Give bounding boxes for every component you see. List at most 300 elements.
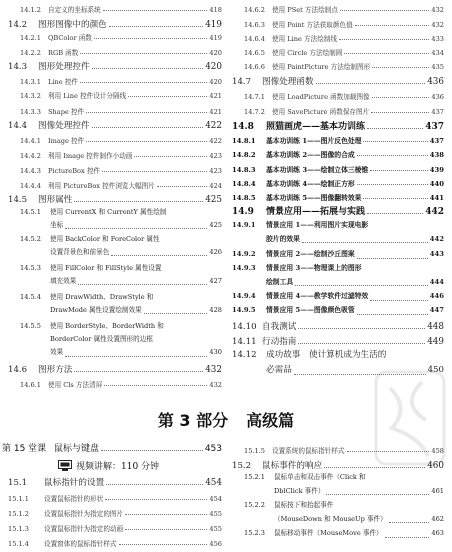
entry-title: 基本功训练 5——图像翻转效果 — [266, 194, 362, 202]
leader-dots — [371, 112, 429, 113]
entry-page: 426 — [209, 248, 222, 257]
entry-number: 15.1.4 — [8, 540, 29, 548]
entry-title-lines — [50, 291, 222, 317]
entry-number: 15.1.2 — [8, 510, 29, 518]
entry-page: 436 — [431, 93, 444, 101]
entry-page: 432 — [205, 365, 222, 375]
entry-title: 图形图像中的颜色 — [38, 20, 107, 30]
entry-number: 14.6.1 — [20, 381, 41, 389]
toc-entry-multiline[interactable] — [232, 262, 444, 289]
leader-dots — [357, 258, 428, 259]
entry-title-line — [274, 513, 444, 527]
leader-dots — [104, 385, 207, 386]
toc-entry[interactable] — [232, 457, 444, 471]
leader-dots — [103, 10, 208, 11]
leader-dots — [295, 285, 428, 286]
leader-dots — [298, 328, 425, 329]
leader-dots — [370, 170, 428, 171]
entry-number: 14.7 — [232, 77, 252, 87]
entry-page: 454 — [209, 495, 222, 503]
leader-dots — [80, 53, 207, 54]
entry-number: 14.7.2 — [244, 108, 265, 116]
entry-page: 448 — [427, 322, 444, 332]
entry-title-line — [266, 290, 444, 304]
entry-page: 422 — [205, 121, 222, 131]
entry-number: 15.1 — [8, 478, 28, 488]
entry-title: 使用 PSet 方法绘制点 — [272, 6, 338, 14]
entry-title: DblClick 事件） — [274, 486, 325, 495]
entry-number: 15.2.1 — [244, 473, 265, 481]
entry-page: 430 — [209, 348, 222, 357]
entry-title: 使用 LoadPicture 函数加载图像 — [272, 93, 370, 101]
entry-page: 447 — [429, 306, 444, 314]
leader-dots — [86, 141, 207, 142]
entry-title-line — [50, 291, 222, 304]
entry-number: 14.6.3 — [244, 21, 265, 29]
entry-title: Shape 控件 — [48, 108, 85, 116]
entry-title-line — [50, 246, 222, 259]
entry-number: 14.12 — [232, 350, 257, 360]
entry-page: 428 — [209, 306, 222, 315]
leader-dots — [125, 514, 207, 515]
entry-title: 利用 Line 控件设计分隔线 — [48, 92, 127, 100]
entry-title-line — [50, 320, 222, 333]
entry-title-line — [266, 248, 444, 262]
entry-number: 15.1.1 — [8, 495, 29, 503]
leader-dots — [324, 467, 425, 468]
entry-title: 自定义的坐标系统 — [48, 6, 101, 14]
toc-entry-multiline[interactable] — [8, 262, 222, 288]
entry-number: 14.6.5 — [244, 49, 265, 57]
toc-entry-multiline[interactable] — [8, 320, 222, 360]
entry-title: 基本功训练 1——图片反色处理 — [266, 137, 362, 145]
entry-title: 情景应用——拓展与实践 — [266, 207, 366, 217]
entry-title-line — [50, 346, 222, 359]
entry-page: 455 — [209, 525, 222, 533]
entry-number: 14.11 — [232, 337, 257, 347]
entry-page: 427 — [209, 277, 222, 286]
entry-number: 14.9.5 — [232, 306, 256, 314]
leader-dots — [92, 127, 204, 128]
entry-title: 使用 Cls 方法清屏 — [48, 381, 103, 389]
entry-number: 14.4.3 — [20, 167, 41, 175]
toc-entry[interactable] — [232, 59, 444, 71]
entry-page: 440 — [429, 180, 444, 188]
leader-dots — [357, 184, 428, 185]
entry-title: 情景应用 3——物理课上的图形 — [266, 264, 362, 272]
entry-title-lines — [50, 233, 222, 259]
leader-dots — [357, 314, 428, 315]
entry-title-line — [274, 499, 444, 513]
entry-page: 434 — [431, 49, 444, 57]
leader-dots — [74, 371, 203, 372]
entry-title: 设置鼠标指针为指定的图片 — [44, 510, 124, 518]
entry-page: 421 — [209, 92, 222, 100]
entry-number: 14.5.3 — [20, 264, 41, 272]
entry-title: 使用 FillColor 和 FillStyle 属性设置 — [50, 263, 162, 272]
entry-page: 424 — [209, 182, 222, 190]
toc-entry[interactable] — [232, 176, 444, 188]
entry-page: 443 — [429, 250, 444, 258]
leader-dots — [157, 186, 208, 187]
entry-title: 鼠标指针的设置 — [44, 478, 105, 488]
toc-entry[interactable] — [8, 377, 222, 389]
leader-dots — [74, 201, 203, 202]
entry-page: 463 — [431, 529, 444, 537]
entry-title: 效果 — [50, 348, 64, 357]
leader-dots — [65, 228, 207, 229]
entry-title-lines — [266, 248, 444, 262]
entry-title: 图像处理控件 — [38, 121, 90, 131]
entry-number: 14.6.6 — [244, 63, 265, 71]
entry-number: 15.1.3 — [8, 525, 29, 533]
entry-title: 鼠标按下和抬起事件 — [274, 501, 334, 509]
toc-entry[interactable] — [8, 45, 222, 57]
entry-title-lines — [266, 304, 444, 318]
leader-dots — [344, 53, 429, 54]
entry-number: 14.10 — [232, 322, 257, 332]
lesson-entry[interactable] — [2, 440, 222, 454]
toc-entry[interactable] — [2, 521, 222, 533]
entry-number: 14.9.2 — [232, 250, 256, 258]
entry-page: 420 — [209, 78, 222, 86]
toc-entry-multiline[interactable] — [232, 290, 444, 304]
entry-title: 使用 CurrentX 和 CurrentY 属性绘制 — [50, 207, 167, 216]
leader-dots — [389, 522, 430, 523]
entry-number: 14.8 — [232, 122, 254, 132]
lesson-number: 第 15 堂课 — [2, 444, 47, 454]
entry-number: 14.9.4 — [232, 292, 256, 300]
leader-dots — [372, 67, 429, 68]
toc-entry[interactable] — [8, 74, 222, 86]
entry-title: 使用 Line 方法绘制线 — [272, 35, 337, 43]
toc-entry-multiline[interactable] — [232, 527, 444, 541]
entry-number: 14.5.2 — [20, 235, 41, 243]
entry-number: 14.8.3 — [232, 166, 256, 174]
entry-title: 情景应用 2——绘制沙丘图案 — [266, 250, 355, 258]
toc-entry[interactable] — [2, 536, 222, 548]
leader-dots — [144, 313, 208, 314]
entry-title: 设置窗体的鼠标指针样式 — [44, 540, 117, 548]
toc-entry[interactable] — [232, 118, 444, 132]
leader-dots — [298, 343, 425, 344]
entry-title: 使用 BackColor 和 ForeColor 属性 — [50, 234, 160, 243]
entry-number: 14.7.1 — [244, 93, 265, 101]
leader-dots — [367, 213, 423, 214]
entry-title: 情景应用 5——图像颜色吸管 — [266, 306, 355, 314]
entry-page: 462 — [431, 514, 444, 523]
toc-entry[interactable] — [2, 491, 222, 503]
entry-title: 图形属性 — [38, 195, 73, 205]
entry-title: 基本功训练 3——绘制立体三棱锥 — [266, 166, 369, 174]
entry-title-line — [50, 304, 222, 317]
leader-dots — [363, 198, 427, 199]
entry-number: 14.2.1 — [20, 34, 41, 42]
part-label: 第 3 部分 — [157, 411, 229, 430]
entry-title: 使用 Point 方法获取颜色值 — [272, 21, 353, 29]
entry-title-lines — [50, 262, 222, 288]
toc-entry[interactable] — [8, 163, 222, 175]
toc-entry-multiline[interactable] — [8, 233, 222, 259]
leader-dots — [105, 499, 207, 500]
entry-title-lines — [266, 262, 444, 289]
entry-title: Line 控件 — [48, 78, 78, 86]
entry-page: 442 — [429, 234, 444, 243]
toc-entry[interactable] — [232, 45, 444, 57]
entry-number: 14.8.1 — [232, 137, 256, 145]
video-label: 视频讲解：110 分钟 — [76, 462, 160, 472]
entry-number: 14.3 — [8, 62, 28, 72]
entry-number: 14.6.2 — [244, 6, 265, 14]
entry-title: 绘制工具 — [266, 277, 294, 286]
entry-page: 421 — [209, 108, 222, 116]
entry-number: 14.8.5 — [232, 194, 256, 202]
toc-entry-multiline[interactable] — [8, 291, 222, 317]
entry-number: 15.2 — [232, 461, 252, 471]
entry-number: 14.3.3 — [20, 108, 41, 116]
entry-title-line — [266, 219, 444, 233]
leader-dots — [363, 141, 427, 142]
entry-title-line — [274, 527, 444, 541]
entry-number: 14.5 — [8, 195, 28, 205]
entry-page: 435 — [431, 63, 444, 71]
entry-number: 14.8.2 — [232, 151, 256, 159]
entry-page: 432 — [431, 6, 444, 14]
entry-page: 437 — [431, 108, 444, 116]
leader-dots — [102, 171, 207, 172]
entry-title: 坐标 — [50, 221, 64, 230]
entry-title: 利用 PictureBox 控件浏览大幅图片 — [48, 182, 155, 190]
toc-entry-multiline[interactable] — [232, 248, 444, 262]
toc-entry[interactable] — [8, 191, 222, 205]
leader-dots — [385, 537, 430, 538]
entry-number: 14.5.4 — [20, 293, 41, 301]
entry-page: 418 — [209, 6, 222, 14]
entry-title-line — [266, 233, 444, 247]
entry-number: 14.6.4 — [244, 35, 265, 43]
toc-entry[interactable] — [232, 17, 444, 29]
entry-page: 444 — [429, 277, 444, 286]
entry-number: 14.6 — [8, 365, 28, 375]
entry-page: 446 — [429, 292, 444, 300]
entry-page: 438 — [429, 151, 444, 159]
toc-entry-multiline[interactable] — [8, 206, 222, 232]
leader-dots — [106, 484, 203, 485]
leader-dots — [125, 529, 207, 530]
entry-title-lines — [50, 320, 222, 360]
toc-entry-multiline[interactable] — [232, 499, 444, 526]
toc-entry[interactable] — [232, 2, 444, 14]
entry-title: 图形处理控件 — [38, 62, 90, 72]
toc-entry-multiline[interactable] — [232, 471, 444, 498]
entry-title: 填充效果 — [50, 277, 77, 286]
leader-dots — [339, 39, 429, 40]
entry-title-lines — [50, 206, 222, 232]
leader-dots — [111, 255, 207, 256]
entry-title: DrawMode 属性设置绘制效果 — [50, 306, 142, 315]
entry-title: 行动指南 — [262, 337, 297, 347]
leader-dots — [134, 156, 207, 157]
entry-title: RGB 函数 — [48, 49, 79, 57]
toc-entry[interactable] — [232, 318, 444, 332]
entry-number: 14.4.2 — [20, 152, 41, 160]
entry-title-line — [50, 233, 222, 246]
entry-title-lines — [266, 290, 444, 304]
entry-title-lines — [274, 527, 444, 541]
entry-title: 设置系统的鼠标指针样式 — [272, 447, 345, 455]
entry-number: 14.2 — [8, 20, 28, 30]
leader-dots — [119, 544, 208, 545]
entry-page: 423 — [209, 167, 222, 175]
entry-number: 14.5.5 — [20, 322, 41, 330]
toc-entry-multiline[interactable] — [232, 304, 444, 318]
entry-number: 14.4.1 — [20, 137, 41, 145]
toc-entry[interactable] — [232, 73, 444, 87]
entry-page: 461 — [431, 486, 444, 495]
entry-page: 442 — [425, 207, 444, 217]
entry-title: 使用 DrawWidth、DrawStyle 和 — [50, 292, 154, 301]
toc-entry[interactable] — [232, 333, 444, 347]
toc-entry[interactable] — [2, 474, 222, 488]
entry-page: 449 — [427, 337, 444, 347]
entry-page: 420 — [205, 62, 222, 72]
toc-entry[interactable] — [232, 31, 444, 43]
entry-page: 441 — [429, 194, 444, 202]
leader-dots — [370, 300, 428, 301]
entry-number: 14.5.1 — [20, 208, 41, 216]
entry-page: 437 — [429, 137, 444, 145]
entry-title: 使用 SavePicture 函数保存图片 — [272, 108, 370, 116]
toc-entry[interactable] — [8, 148, 222, 160]
leader-dots — [80, 82, 207, 83]
leader-dots — [357, 155, 428, 156]
entry-title-line — [266, 348, 444, 363]
entry-number: 15.1.5 — [244, 447, 265, 455]
entry-title-line — [274, 485, 444, 499]
entry-title: 鼠标事件的响应 — [262, 461, 323, 471]
toc-entry[interactable] — [232, 162, 444, 174]
entry-page: 432 — [431, 21, 444, 29]
entry-title-line — [50, 206, 222, 219]
entry-number: 14.3.1 — [20, 78, 41, 86]
leader-dots — [326, 494, 429, 495]
entry-title: （MouseDown 和 MouseUp 事件） — [274, 514, 387, 523]
entry-title: QBColor 函数 — [48, 34, 92, 42]
entry-page: 437 — [425, 122, 444, 132]
toc-entry[interactable] — [8, 30, 222, 42]
entry-number: 15.2.2 — [244, 501, 265, 509]
entry-page: 433 — [431, 35, 444, 43]
leader-dots — [316, 83, 426, 84]
entry-page: 460 — [427, 461, 444, 471]
entry-title-lines — [274, 471, 444, 498]
entry-number: 14.4.4 — [20, 182, 41, 190]
toc-entry[interactable] — [8, 88, 222, 100]
entry-page: 425 — [205, 195, 222, 205]
entry-title: 自我测试 — [262, 322, 297, 332]
entry-title: 设置鼠标指针为指定的动画 — [44, 525, 124, 533]
entry-title-line — [266, 304, 444, 318]
entry-page: 455 — [209, 510, 222, 518]
leader-dots — [372, 97, 430, 98]
video-info — [58, 459, 159, 472]
entry-number: 14.9.3 — [232, 264, 256, 272]
toc-entry[interactable] — [232, 190, 444, 202]
entry-page: 422 — [209, 137, 222, 145]
toc-entry[interactable] — [8, 104, 222, 116]
entry-page: 450 — [427, 365, 444, 375]
entry-title: 成功故事 使计算机成为生活的 — [266, 350, 387, 360]
entry-page: 419 — [205, 20, 222, 30]
toc-entry[interactable] — [8, 58, 222, 72]
entry-page: 456 — [209, 540, 222, 548]
entry-number: 14.2.2 — [20, 49, 41, 57]
entry-number: 14.8.4 — [232, 180, 256, 188]
entry-number: 14.4 — [8, 121, 28, 131]
toc-entry[interactable] — [8, 133, 222, 145]
toc-entry[interactable] — [8, 16, 222, 30]
entry-title-line — [266, 276, 444, 290]
leader-dots — [86, 112, 207, 113]
entry-title-line — [266, 262, 444, 276]
entry-title: 基本功训练 4——绘制正方形 — [266, 180, 355, 188]
entry-title: 设置鼠标指针的形状 — [44, 495, 104, 503]
entry-page: 439 — [429, 166, 444, 174]
entry-title-line — [50, 219, 222, 232]
toc-entry-multiline[interactable] — [232, 219, 444, 246]
leader-dots — [78, 284, 207, 285]
toc-entry[interactable] — [8, 361, 222, 375]
leader-dots — [367, 128, 423, 129]
leader-dots — [92, 68, 204, 69]
toc-entry[interactable] — [232, 133, 444, 145]
entry-title: 设置背景色和前景色 — [50, 248, 110, 257]
toc-entry[interactable] — [232, 147, 444, 159]
entry-title: 使用 Circle 方法绘制圆 — [272, 49, 343, 57]
entry-title-line — [274, 471, 444, 485]
toc-entry[interactable] — [8, 117, 222, 131]
entry-page: 419 — [209, 34, 222, 42]
entry-title: 胶片的效果 — [266, 234, 300, 243]
leader-dots — [94, 38, 208, 39]
toc-entry[interactable] — [232, 89, 444, 101]
toc-entry[interactable] — [232, 203, 444, 217]
entry-number: 14.3.2 — [20, 92, 41, 100]
entry-page: 436 — [427, 77, 444, 87]
toc-entry[interactable] — [232, 443, 444, 455]
entry-title-lines — [274, 499, 444, 526]
toc-entry[interactable] — [8, 2, 222, 14]
entry-title-line — [50, 262, 222, 275]
leader-dots — [302, 242, 428, 243]
toc-entry[interactable] — [232, 104, 444, 116]
leader-dots — [347, 451, 430, 452]
toc-entry[interactable] — [8, 178, 222, 190]
leader-dots — [340, 10, 430, 11]
entry-title: 必需品 — [266, 365, 292, 375]
entry-title: 鼠标单击和双击事件（Click 和 — [274, 473, 366, 481]
entry-title: 图形方法 — [38, 365, 73, 375]
toc-entry[interactable] — [2, 506, 222, 518]
entry-page: 458 — [431, 447, 444, 455]
lesson-page: 453 — [204, 444, 222, 454]
entry-number: 15.2.3 — [244, 529, 265, 537]
entry-title: 情景应用 1——利用图片实现电影 — [266, 221, 369, 229]
lesson-title: 鼠标与键盘 — [54, 444, 100, 454]
entry-title: Image 控件 — [48, 137, 85, 145]
leader-dots — [101, 450, 203, 451]
entry-number: 14.1.2 — [20, 6, 41, 14]
